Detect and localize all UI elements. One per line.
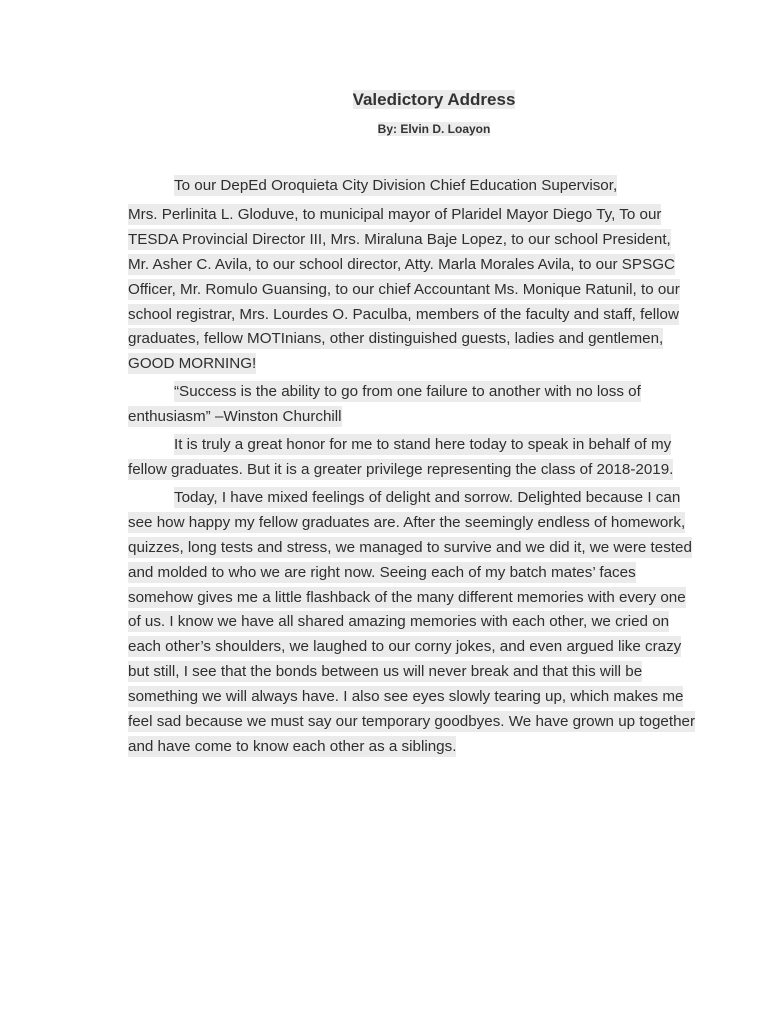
document-byline-text: By: Elvin D. Loayon [377,122,491,136]
document-body [128,174,696,763]
paragraph-quote: “Success is the ability to go from one failure to another with no loss of enthusiasm” –Winston Churchill [128,383,641,426]
paragraph-salutation-list: Mrs. Perlinita L. Gloduve, to municipal mayor of Plaridel Mayor Diego Ty, To our TESDA Provincial Director III, Mrs. Miraluna Baje Lopez, to our school President, Mr. Asher C. Avila, to our school director, Atty. Marla Morales Avila, to our SPSGC Officer, Mr. Romulo Guansing, to our chief Accountant Ms. Monique Ratunil, to our school registrar, Mrs. Lourdes O. Paculba, members of the faculty and staff, fellow graduates, fellow MOTInians, other distinguished guests, ladies and gentlemen, GOOD MORNING! [128,205,680,373]
document-title [0,90,768,110]
paragraph-salutation-opening: To our DepEd Oroquieta City Division Chief Education Supervisor, [174,177,618,194]
document-title-text: Valedictory Address [352,90,516,109]
paragraph-honor: It is truly a great honor for me to stand here today to speak in behalf of my fellow graduates. But it is a greater privilege representing the class of 2018-2019. [128,436,674,478]
document-byline [0,122,768,136]
paragraph-feelings: Today, I have mixed feelings of delight and sorrow. Delighted because I can see how happy my fellow graduates are. After the seemingly endless of homework, quizzes, long tests and stress, we managed to survive and we did it, we were tested and molded to who we are right now. Seeing each of my batch mates’ faces somehow gives me a little flashback of the many different memories with every one of us. I know we have all shared amazing memories with each other, we cried on each other’s shoulders, we laughed to our corny jokes, and even argued like crazy but still, I see that the bonds between us will never break and that this will be something we will always have. I also see eyes slowly tearing up, which makes me feel sad because we must say our temporary goodbyes. We have grown up together and have come to know each other as a siblings. [128,488,696,755]
